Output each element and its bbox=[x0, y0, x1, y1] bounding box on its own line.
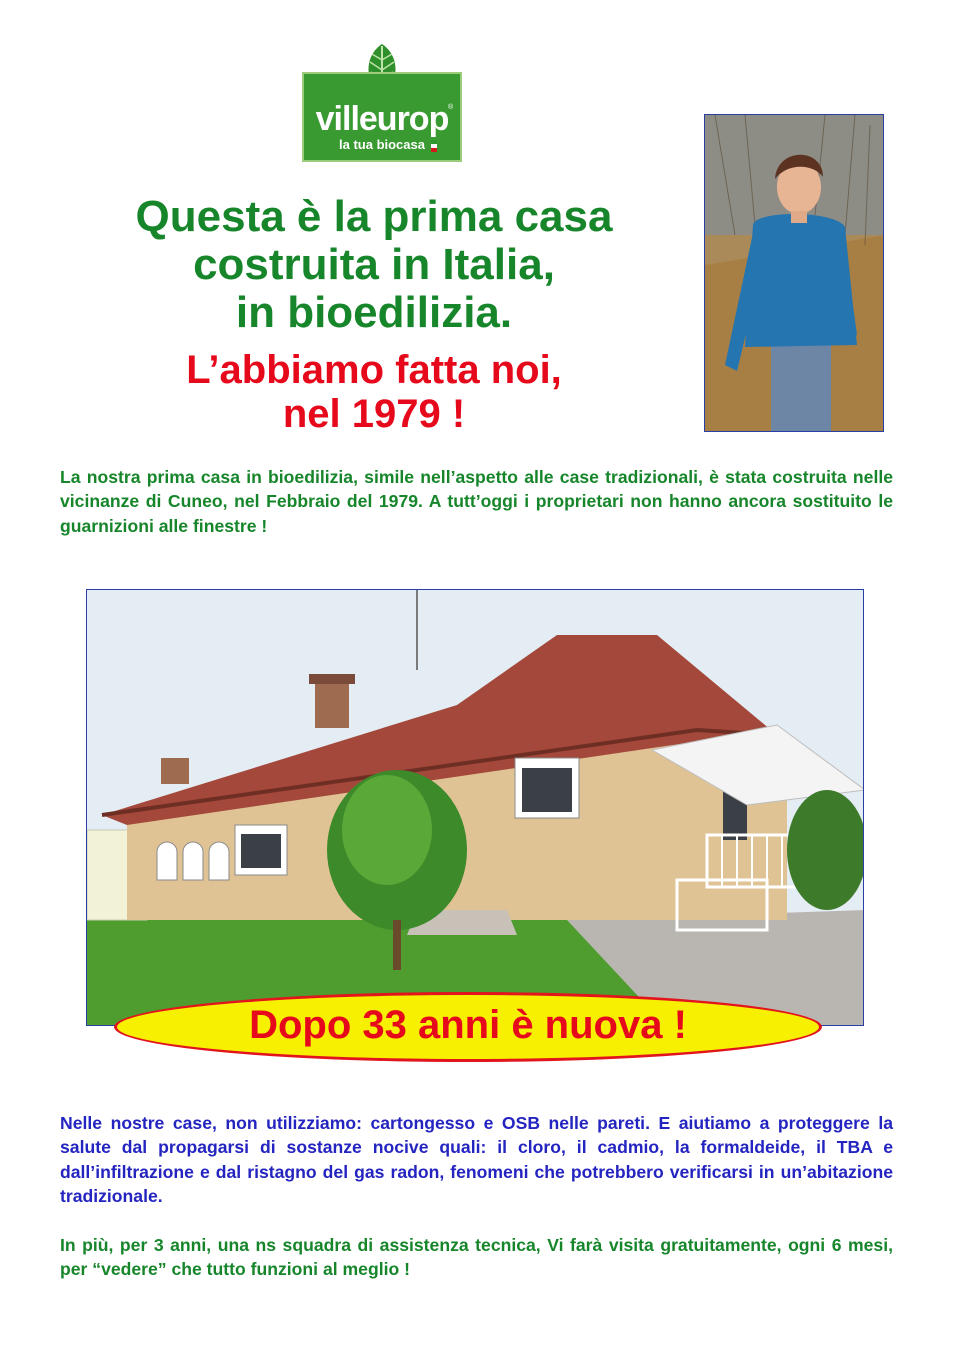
intro-paragraph: La nostra prima casa in bioedilizia, simile nell’aspetto alle case tradizionali, è stata costruita nelle vicinanze di Cuneo, nel Febbraio del 1979. A tutt’oggi i proprietari non hanno ancora sostituito le guarnizioni alle finestre ! bbox=[60, 467, 893, 536]
banner-ellipse bbox=[114, 992, 822, 1062]
health-paragraph: Nelle nostre case, non utilizziamo: cartongesso e OSB nelle pareti. E aiutiamo a proteggere la salute dal propagarsi di sostanze nocive quali: il cloro, il cadmio, la formaldeide, il TBA e dall’infiltrazione e dal ristagno del gas radon, fenomeni che potrebbero verificarsi in un’abitazione tradizionale. bbox=[60, 1113, 893, 1207]
assistance-paragraph: In più, per 3 anni, una ns squadra di assistenza tecnica, Vi farà visita gratuitamente, ogni 6 mesi, per “vedere” che tutto funzioni al meglio ! bbox=[60, 1235, 893, 1280]
boy-photo bbox=[704, 114, 884, 432]
italian-flag-icon bbox=[431, 140, 437, 152]
logo-tagline: la tua biocasa bbox=[339, 137, 425, 152]
logo-brand: villeurop bbox=[315, 100, 449, 138]
headline-red bbox=[60, 348, 688, 436]
villeurop-logo bbox=[302, 42, 462, 162]
headline-line: nel 1979 ! bbox=[282, 392, 466, 436]
headline-line: Questa è la prima casa bbox=[135, 192, 613, 241]
headline-line: L’abbiamo fatta noi, bbox=[186, 348, 562, 392]
headline-line: costruita in Italia, bbox=[193, 240, 555, 289]
house-photo bbox=[86, 589, 864, 1026]
headline-line: in bioedilizia. bbox=[235, 288, 513, 337]
registered-mark: ® bbox=[448, 104, 454, 111]
headline-green bbox=[60, 193, 688, 337]
banner-text: Dopo 33 anni è nuova ! bbox=[249, 1003, 687, 1047]
